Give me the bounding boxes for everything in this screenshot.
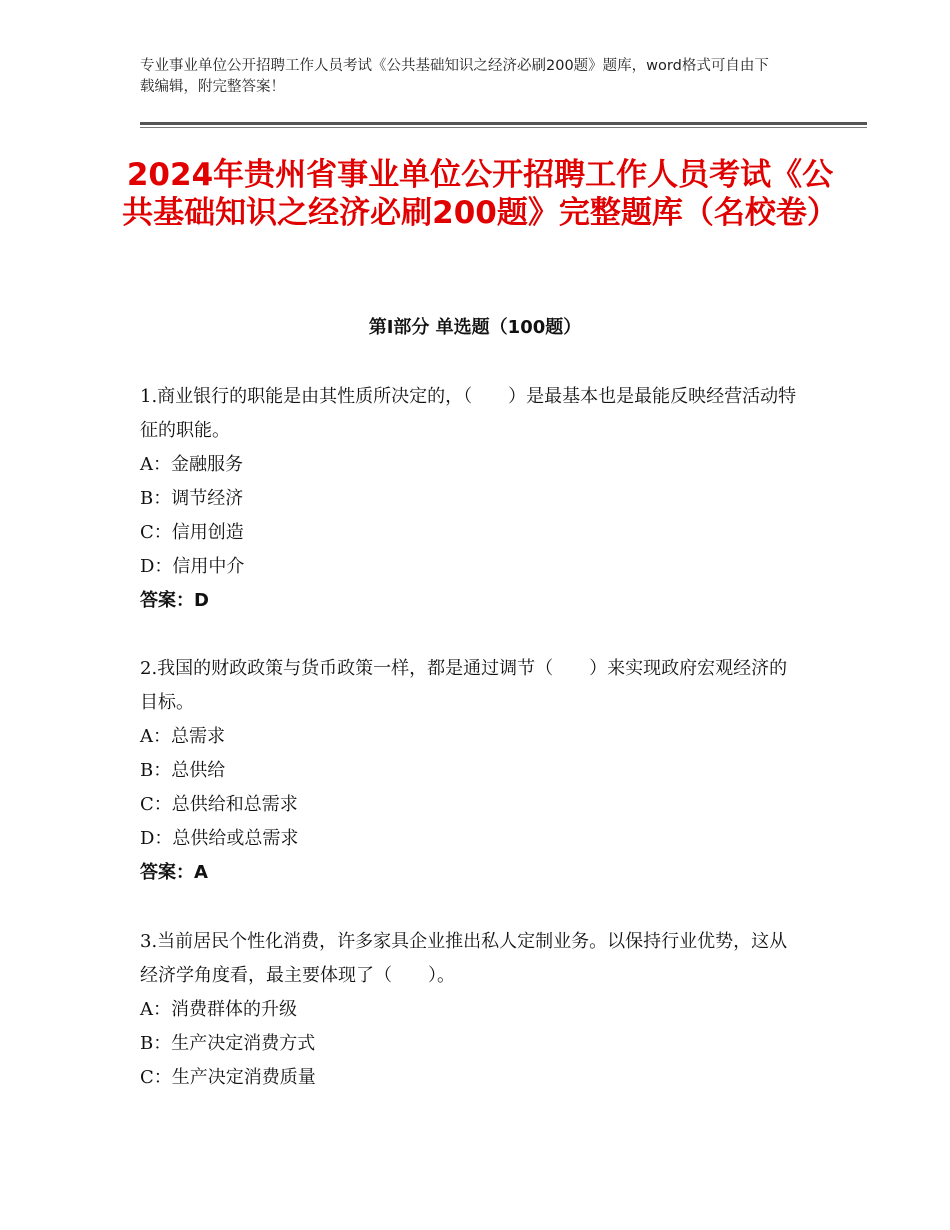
question-3 xyxy=(140,925,800,1095)
option-a: A：总需求 xyxy=(140,726,225,747)
option-a: A：金融服务 xyxy=(140,454,243,475)
option-b: B：总供给 xyxy=(140,760,226,781)
question-stem: 3.当前居民个性化消费，许多家具企业推出私人定制业务。以保持行业优势，这从经济学角度看，最主要体现了（ ）。 xyxy=(140,931,788,986)
header-rule-thin xyxy=(140,127,867,128)
header-rule-thick xyxy=(140,122,867,125)
question-stem: 2.我国的财政政策与货币政策一样，都是通过调节（ ）来实现政府宏观经济的目标。 xyxy=(140,658,788,713)
option-b: B：生产决定消费方式 xyxy=(140,1033,316,1054)
question-stem: 1.商业银行的职能是由其性质所决定的，（ ）是最基本也是最能反映经营活动特征的职能。 xyxy=(140,386,797,441)
option-d: D：总供给或总需求 xyxy=(140,828,299,849)
option-b: B：调节经济 xyxy=(140,488,244,509)
document-title: 2024年贵州省事业单位公开招聘工作人员考试《公共基础知识之经济必刷200题》完整题库（名校卷） xyxy=(122,157,838,231)
option-a: A：消费群体的升级 xyxy=(140,999,297,1020)
question-2 xyxy=(140,652,800,890)
option-c: C：信用创造 xyxy=(140,522,244,543)
answer: 答案：D xyxy=(140,590,209,611)
header-description: 专业事业单位公开招聘工作人员考试《公共基础知识之经济必刷200题》题库，word格式可自由下载编辑，附完整答案！ xyxy=(140,58,769,95)
option-c: C：生产决定消费质量 xyxy=(140,1067,316,1088)
answer: 答案：A xyxy=(140,862,208,883)
section-title: 第Ⅰ部分 单选题（100题） xyxy=(368,317,582,338)
option-d: D：信用中介 xyxy=(140,556,245,577)
option-c: C：总供给和总需求 xyxy=(140,794,298,815)
question-1 xyxy=(140,380,800,618)
